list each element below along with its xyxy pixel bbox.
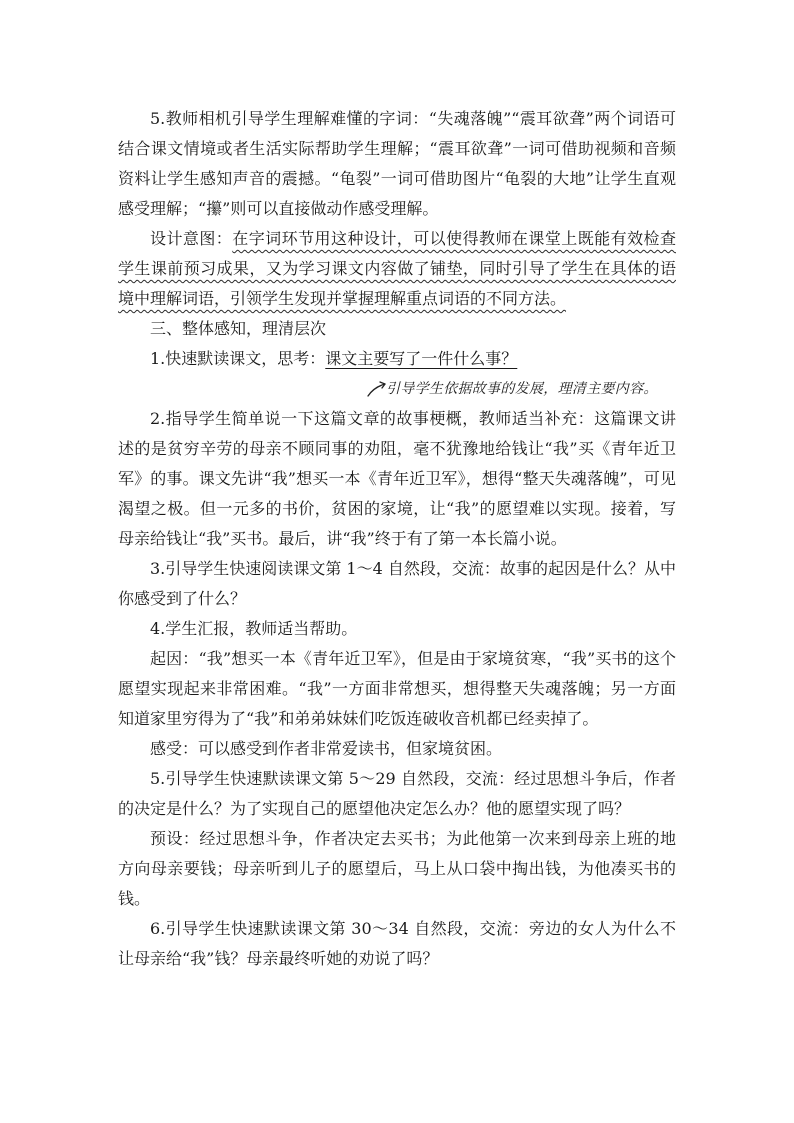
step-1-prefix: 1.快速默读课文，思考： [150, 349, 326, 368]
paragraph-cause: 起因：“我”想买一本《青年近卫军》，但是由于家境贫寒，“我”买书的这个愿望实现起来非常困难。“我”一方面非常想买，想得整天失魂落魄；另一方面知道家里穷得为了“我”和弟弟妹妹们吃饭连破收音机都已经卖掉了。 [118, 649, 676, 728]
design-intent-text: 在字词环节用这种设计，可以使得教师在课堂上既能有效检查学生课前预习成果，又为学习课文内容做了铺垫，同时引导了学生在具体的语境中理解词语，引领学生发现并掌握理解重点词语的不同方法。 [118, 229, 676, 308]
paragraph-step-4: 4.学生汇报，教师适当帮助。 [150, 619, 358, 638]
paragraph-preset: 预设：经过思想斗争，作者决定去买书；为此他第一次来到母亲上班的地方向母亲要钱；母亲听到儿子的愿望后，马上从口袋中掏出钱，为他凑买书的钱。 [118, 829, 676, 908]
lesson-plan-body [118, 104, 676, 974]
paragraph-word-guidance: 5.教师相机引导学生理解难懂的字词：“失魂落魄”“震耳欲聋”两个词语可结合课文情境或者生活实际帮助学生理解；“震耳欲聋”一词可借助视频和音频资料让学生感知声音的震撼。“龟裂”一词可借助图片“龟裂的大地”让学生直观感受理解；“攥”则可以直接做动作感受理解。 [118, 109, 676, 218]
paragraph-step-2: 2.指导学生简单说一下这篇文章的故事梗概，教师适当补充：这篇课文讲述的是贫穷辛劳的母亲不顾同事的劝阻，毫不犹豫地给钱让“我”买《青年近卫军》的事。课文先讲“我”想买一本《青年近卫军》，想得“整天失魂落魄”，可见渴望之极。但一元多的书价，贫困的家境，让“我”的愿望难以实现。接着，写母亲给钱让“我”买书。最后，讲“我”终于有了第一本长篇小说。 [118, 409, 676, 548]
design-intent-label: 设计意图： [150, 229, 233, 248]
paragraph-step-6: 6.引导学生快速默读课文第 30～34 自然段，交流：旁边的女人为什么不让母亲给“我”钱？母亲最终听她的劝说了吗？ [118, 919, 676, 968]
section-heading-overall-perception: 三、整体感知，理清层次 [150, 319, 327, 338]
paragraph-design-intent [118, 224, 676, 314]
paragraph-feeling: 感受：可以感受到作者非常爱读书，但家境贫困。 [150, 739, 503, 758]
annotation-note: 引导学生依据故事的发展，理清主要内容。 [386, 381, 658, 397]
paragraph-step-1 [118, 344, 676, 374]
hand-drawn-arrow-icon [366, 378, 388, 400]
paragraph-step-3: 3.引导学生快速阅读课文第 1～4 自然段，交流：故事的起因是什么？从中你感受到了什么？ [118, 559, 676, 608]
step-1-question: 课文主要写了一件什么事？ [325, 349, 518, 368]
paragraph-step-5: 5.引导学生快速默读课文第 5～29 自然段，交流：经过思想斗争后，作者的决定是什么？为了实现自己的愿望他决定怎么办？他的愿望实现了吗？ [118, 769, 676, 818]
margin-annotation [118, 374, 676, 404]
